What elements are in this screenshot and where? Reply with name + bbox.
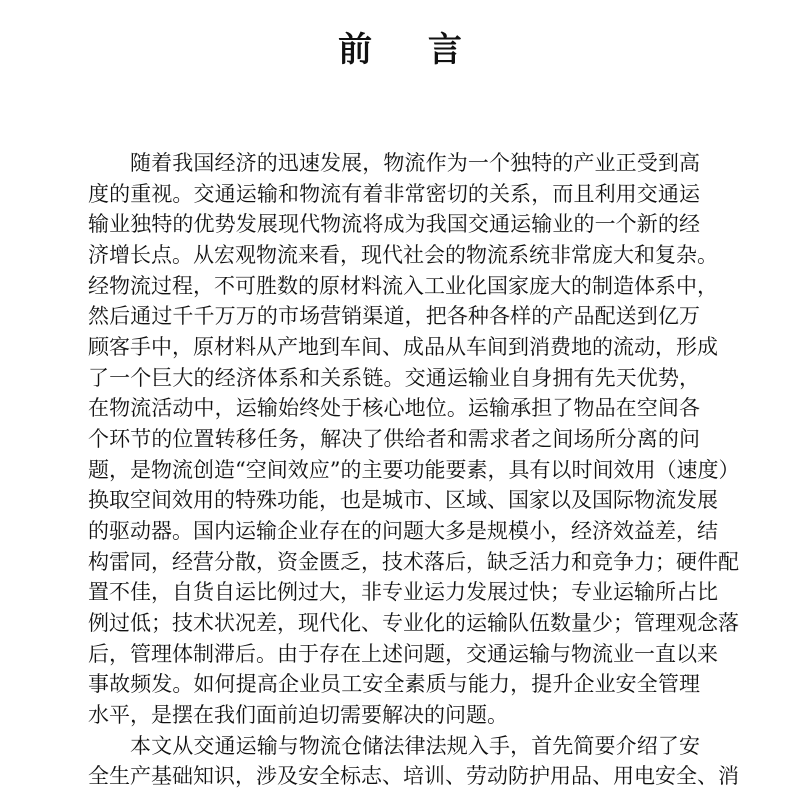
paragraph-1-line-19: 水平，是摆在我们面前迫切需要解决的问题。 (88, 703, 508, 727)
paragraph-1-line-7: 顾客手中，原材料从产地到车间、成品从车间到消费地的流动，形成 (88, 335, 718, 359)
paragraph-1-line-10: 个环节的位置转移任务，解决了供给者和需求者之间场所分离的问 (88, 427, 700, 451)
paragraph-1-line-16: 例过低；技术状况差，现代化、专业化的运输队伍数量少；管理观念落 (88, 611, 739, 635)
paragraph-1-line-5: 经物流过程，不可胜数的原材料流入工业化国家庞大的制造体系中， (88, 273, 718, 298)
paragraph-1-line-1: 随着我国经济的迅速发展，物流作为一个独特的产业正受到高 (130, 151, 700, 175)
paragraph-1-line-3: 输业独特的优势发展现代物流将成为我国交通运输业的一个新的经 (88, 212, 700, 237)
paragraph-1-line-18: 事故频发。如何提高企业员工安全素质与能力，提升企业安全管理 (88, 672, 700, 697)
paragraph-1-line-12: 换取空间效用的特殊功能，也是城市、区域、国家以及国际物流发展 (88, 488, 718, 513)
paragraph-1-line-6: 然后通过千千万万的市场营销渠道，把各种各样的产品配送到亿万 (88, 304, 700, 329)
paragraph-2-line-2: 全生产基础知识，涉及安全标志、培训、劳动防护用品、用电安全、消 (88, 764, 739, 789)
page-title: 前 言 (338, 30, 484, 70)
paragraph-1-line-14: 构雷同，经营分散，资金匮乏，技术落后，缺乏活力和竞争力；硬件配 (88, 549, 739, 574)
paragraph-1-line-4: 济增长点。从宏观物流来看，现代社会的物流系统非常庞大和复杂。 (88, 243, 718, 267)
paragraph-1-line-11: 题，是物流创造“空间效应”的主要功能要素，具有以时间效用（速度） (88, 457, 740, 482)
paragraph-1-line-17: 后，管理体制滞后。由于存在上述问题，交通运输与物流业一直以来 (88, 641, 718, 666)
paragraph-1-line-2: 度的重视。交通运输和物流有着非常密切的关系，而且利用交通运 (88, 181, 700, 206)
paragraph-1-line-9: 在物流活动中，运输始终处于核心地位。运输承担了物品在空间各 (88, 396, 700, 421)
paragraph-1-line-8: 了一个巨大的经济体系和关系链。交通运输业自身拥有先天优势， (88, 365, 700, 390)
paragraph-1-line-15: 置不佳，自货自运比例过大，非专业运力发展过快；专业运输所占比 (88, 580, 718, 605)
paragraph-2-line-1: 本文从交通运输与物流仓储法律法规入手，首先简要介绍了安 (130, 733, 700, 758)
paragraph-1-line-13: 的驱动器。国内运输企业存在的问题大多是规模小，经济效益差，结 (88, 519, 718, 543)
